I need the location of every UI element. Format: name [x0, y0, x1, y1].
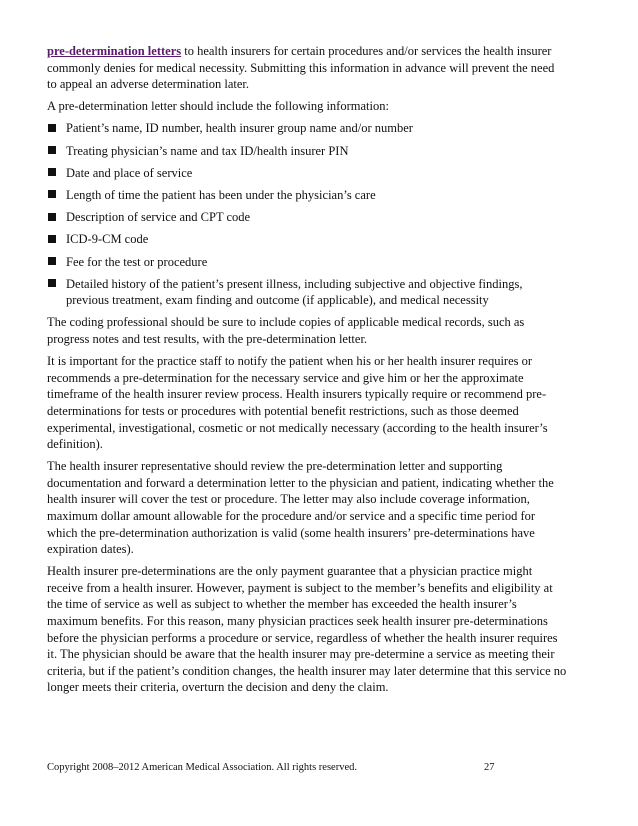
- square-bullet-icon: [48, 124, 56, 132]
- body-paragraph-review: The health insurer representative should review the pre-determination letter and supporting documentation and forward a determination letter to the physician and patient, indicating whether the health insurer will cover the test or procedure. The letter may also include coverage information, maximum dollar amount allowable for the procedure and/or service and a specific time period for which the pre-determination authorization is valid (some health insurers’ pre-determinations have expiration dates).: [47, 459, 554, 557]
- page-footer: [47, 762, 567, 773]
- intro-paragraph: [47, 43, 567, 93]
- bullet-text: Length of time the patient has been under the physician’s care: [66, 187, 376, 202]
- square-bullet-icon: [48, 279, 56, 287]
- square-bullet-icon: [48, 257, 56, 265]
- bullet-text: Detailed history of the patient’s present illness, including subjective and objective findings, previous treatment, exam finding and outcome (if applicable), and medical necessity: [66, 276, 523, 308]
- bullet-text: Patient’s name, ID number, health insurer group name and/or number: [66, 121, 413, 136]
- bullet-text: Fee for the test or procedure: [66, 254, 208, 269]
- square-bullet-icon: [48, 235, 56, 243]
- square-bullet-icon: [48, 168, 56, 176]
- square-bullet-icon: [48, 146, 56, 154]
- pre-determination-letters-link[interactable]: pre-determination letters: [47, 44, 182, 58]
- bullet-item: [47, 187, 567, 204]
- page-number: 27: [484, 762, 495, 773]
- bullet-text: Date and place of service: [66, 165, 193, 180]
- bullet-text: Description of service and CPT code: [66, 210, 251, 225]
- bullet-item: [47, 143, 567, 160]
- body-paragraph-records: The coding professional should be sure to include copies of applicable medical records, such as progress notes and test results, with the pre-determination letter.: [47, 315, 525, 347]
- bullet-text: Treating physician’s name and tax ID/health insurer PIN: [66, 143, 349, 158]
- square-bullet-icon: [48, 213, 56, 221]
- intro-paragraph-text: to health insurers for certain procedures and/or services the health insurer commonly denies for medical necessity. Submitting this information in advance will prevent the need to appeal an adverse determination later.: [47, 44, 555, 92]
- copyright-notice: Copyright 2008–2012 American Medical Association. All rights reserved.: [47, 762, 357, 773]
- square-bullet-icon: [48, 190, 56, 198]
- info-bullet-list: [47, 120, 567, 309]
- bullet-item: [47, 231, 567, 248]
- body-paragraph-guarantee: Health insurer pre-determinations are the only payment guarantee that a physician practice might receive from a health insurer. However, payment is subject to the member’s benefits and eligibility at the time of service as well as subject to whether the member has exceeded the health insurer’s maximum benefits. For this reason, many physician practices seek health insurer pre-determinations before the physician performs a procedure or service, regardless of whether the health insurer requires it. The physician should be aware that the health insurer may pre-determine a service as meeting their criteria, but if the patient’s condition changes, the health insurer may later determine that this service no longer meets their criteria, overturn the decision and deny the claim.: [47, 564, 567, 695]
- bullet-item: [47, 120, 567, 137]
- body-paragraph-notify: It is important for the practice staff to notify the patient when his or her health insurer requires or recommends a pre-determination for the necessary service and give him or her the approximate timeframe of the health insurer review process. Health insurers typically require or recommend pre-determinations for tests or procedures with potential benefit restrictions, such as those deemed experimental, investigational, cosmetic or not medically necessary (according to the health insurer’s definition).: [47, 354, 548, 452]
- bullet-item: [47, 165, 567, 182]
- bullet-item: [47, 254, 567, 271]
- bullet-text: ICD-9-CM code: [66, 232, 149, 247]
- bullet-item: [47, 209, 567, 226]
- list-intro: A pre-determination letter should include the following information:: [47, 99, 389, 114]
- bullet-item: [47, 276, 567, 309]
- document-page: [47, 43, 567, 702]
